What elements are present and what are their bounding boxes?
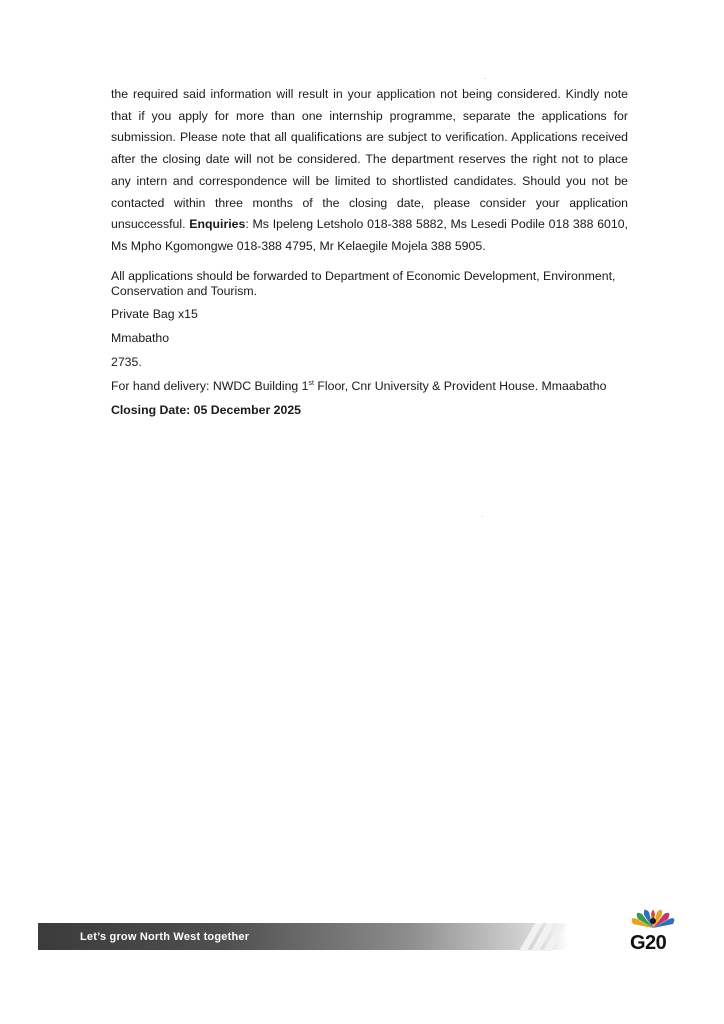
enquiries-label: Enquiries	[189, 217, 246, 232]
private-bag: Private Bag x15	[111, 307, 198, 321]
scan-speck: ․	[481, 513, 484, 519]
hand-delivery-suffix: Floor, Cnr University & Provident House. Mmaabatho	[313, 379, 607, 393]
forwarding-address-text: All applications should be forwarded to Department of Economic Development, Environment, Conservation and Tourism.	[111, 269, 616, 298]
hand-delivery-prefix: For hand delivery: NWDC Building 1	[111, 379, 309, 393]
closing-date: Closing Date: 05 December 2025	[111, 403, 302, 417]
footer-slogan: Let’s grow North West together	[80, 931, 250, 943]
town: Mmabatho	[111, 331, 170, 345]
g20-logo-text: G20	[630, 932, 667, 954]
paragraph-text: the required said information will result in your application not being considered. Kindly note that if you apply for more than one internship programme, separate the applications for submission. Please note that all qualifications are subject to verification. Applications received after the closing date will not be considered. The department reserves the right not to place any intern and correspondence will be limited to shortlisted candidates. Should you not be contacted within three months of the closing date, please consider your application unsuccessful.	[111, 87, 628, 232]
footer-stripes-icon	[505, 923, 565, 951]
hand-delivery	[111, 379, 651, 394]
application-paragraph	[111, 84, 628, 258]
postal-code: 2735.	[111, 355, 142, 369]
g20-flower-icon	[628, 898, 678, 930]
ordinal-suffix: st	[308, 379, 314, 387]
scan-speck: ․	[484, 75, 487, 81]
enquiries-contacts: : Ms Ipeleng Letsholo 018-388 5882, Ms Lesedi Podile 018 388 6010, Ms Mpho Kgomongwe 018-388 4795, Mr Kelaegile Mojela 388 5905.	[111, 217, 628, 253]
